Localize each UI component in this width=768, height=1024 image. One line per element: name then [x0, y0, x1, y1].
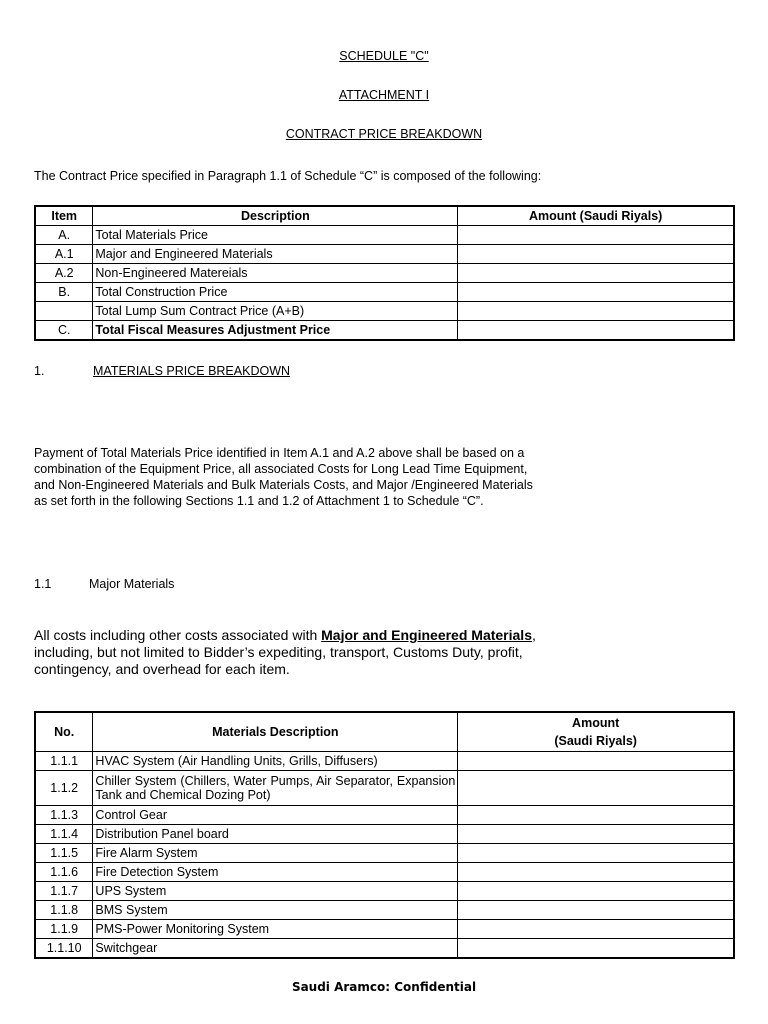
payment-line: combination of the Equipment Price, all associated Costs for Long Lead Time Equipment, — [34, 462, 528, 476]
payment-line: and Non-Engineered Materials and Bulk Materials Costs, and Major /Engineered Materials — [34, 478, 533, 492]
intro-text: The Contract Price specified in Paragraph 1.1 of Schedule “C” is composed of the following: — [34, 169, 542, 183]
amount-cell[interactable] — [458, 901, 734, 920]
section-1-1-title: Major Materials — [89, 577, 175, 591]
no-cell: 1.1.6 — [35, 863, 93, 882]
amount-cell[interactable] — [458, 939, 734, 959]
no-cell: 1.1.8 — [35, 901, 93, 920]
materials-description-cell: Chiller System (Chillers, Water Pumps, Air Separator, Expansion Tank and Chemical Dozing Pot) — [93, 771, 458, 806]
table-header-row — [35, 206, 734, 226]
amount-cell[interactable] — [458, 771, 734, 806]
table-header-row — [35, 712, 734, 752]
no-cell: 1.1.5 — [35, 844, 93, 863]
contract-price-table — [34, 205, 735, 341]
table-row — [35, 806, 734, 825]
costs-post: , — [531, 627, 536, 643]
amount-cell[interactable] — [458, 283, 734, 302]
description-cell: Non-Engineered Matereials — [93, 264, 458, 283]
amount-cell[interactable] — [458, 302, 734, 321]
table-row — [35, 302, 734, 321]
item-cell: A.2 — [35, 264, 93, 283]
schedule-heading: SCHEDULE "C" — [339, 49, 429, 63]
amount-cell[interactable] — [458, 752, 734, 771]
amount-cell[interactable] — [458, 863, 734, 882]
document-title: CONTRACT PRICE BREAKDOWN — [285, 127, 483, 141]
table-row — [35, 901, 734, 920]
description-cell: Total Fiscal Measures Adjustment Price — [93, 321, 458, 341]
table-row — [35, 321, 734, 341]
item-cell: A.1 — [35, 245, 93, 264]
amount-cell[interactable] — [458, 806, 734, 825]
amount-cell[interactable] — [458, 825, 734, 844]
no-cell: 1.1.2 — [35, 771, 93, 806]
attachment-heading: ATTACHMENT I — [338, 88, 430, 102]
description-cell: Total Materials Price — [93, 226, 458, 245]
materials-description-cell: HVAC System (Air Handling Units, Grills, Diffusers) — [93, 752, 458, 771]
table-row — [35, 752, 734, 771]
column-header-no: No. — [35, 712, 93, 752]
table-row — [35, 283, 734, 302]
column-header-amount: Amount (Saudi Riyals) — [458, 206, 734, 226]
no-cell: 1.1.9 — [35, 920, 93, 939]
amount-cell[interactable] — [458, 882, 734, 901]
costs-line: including, but not limited to Bidder’s expediting, transport, Customs Duty, profit, — [34, 644, 523, 660]
materials-table — [34, 711, 735, 959]
section-1-number: 1. — [34, 364, 45, 378]
materials-description-cell: UPS System — [93, 882, 458, 901]
description-cell: Major and Engineered Materials — [93, 245, 458, 264]
amount-cell[interactable] — [458, 245, 734, 264]
amount-cell[interactable] — [458, 226, 734, 245]
payment-paragraph — [34, 445, 533, 509]
table-row — [35, 939, 734, 959]
table-row — [35, 245, 734, 264]
table-row — [35, 920, 734, 939]
no-cell: 1.1.10 — [35, 939, 93, 959]
section-1-1-number: 1.1 — [34, 577, 52, 591]
table-row — [35, 264, 734, 283]
materials-description-cell: Fire Detection System — [93, 863, 458, 882]
table-row — [35, 844, 734, 863]
column-header-item: Item — [35, 206, 93, 226]
table-row — [35, 771, 734, 806]
amount-cell[interactable] — [458, 264, 734, 283]
materials-description-cell: Distribution Panel board — [93, 825, 458, 844]
amount-header-line1: Amount — [572, 716, 620, 730]
costs-line: contingency, and overhead for each item. — [34, 661, 290, 677]
amount-header-line2: (Saudi Riyals) — [554, 734, 637, 748]
materials-description-cell: Switchgear — [93, 939, 458, 959]
payment-line: Payment of Total Materials Price identified in Item A.1 and A.2 above shall be based on a — [34, 446, 525, 460]
amount-cell[interactable] — [458, 844, 734, 863]
column-header-description: Description — [93, 206, 458, 226]
column-header-materials-description: Materials Description — [93, 712, 458, 752]
payment-line: as set forth in the following Sections 1.1 and 1.2 of Attachment 1 to Schedule “C”. — [34, 494, 484, 508]
column-header-amount — [458, 712, 734, 752]
no-cell: 1.1.7 — [35, 882, 93, 901]
description-cell: Total Lump Sum Contract Price (A+B) — [93, 302, 458, 321]
materials-description-cell: PMS-Power Monitoring System — [93, 920, 458, 939]
amount-cell[interactable] — [458, 920, 734, 939]
no-cell: 1.1.4 — [35, 825, 93, 844]
confidentiality-footer: Saudi Aramco: Confidential — [291, 980, 477, 994]
costs-line — [34, 627, 536, 644]
item-cell: B. — [35, 283, 93, 302]
table-row — [35, 882, 734, 901]
description-cell: Total Construction Price — [93, 283, 458, 302]
section-1-title: MATERIALS PRICE BREAKDOWN — [93, 364, 291, 378]
materials-description-cell: Control Gear — [93, 806, 458, 825]
costs-paragraph — [34, 627, 536, 678]
materials-description-cell: Fire Alarm System — [93, 844, 458, 863]
table-row — [35, 863, 734, 882]
no-cell: 1.1.1 — [35, 752, 93, 771]
item-cell — [35, 302, 93, 321]
table-row — [35, 226, 734, 245]
no-cell: 1.1.3 — [35, 806, 93, 825]
materials-description-cell: BMS System — [93, 901, 458, 920]
item-cell: A. — [35, 226, 93, 245]
costs-pre: All costs including other costs associated with — [34, 627, 322, 643]
item-cell: C. — [35, 321, 93, 341]
table-row — [35, 825, 734, 844]
costs-emphasis: Major and Engineered Materials — [321, 627, 532, 643]
amount-cell[interactable] — [458, 321, 734, 341]
